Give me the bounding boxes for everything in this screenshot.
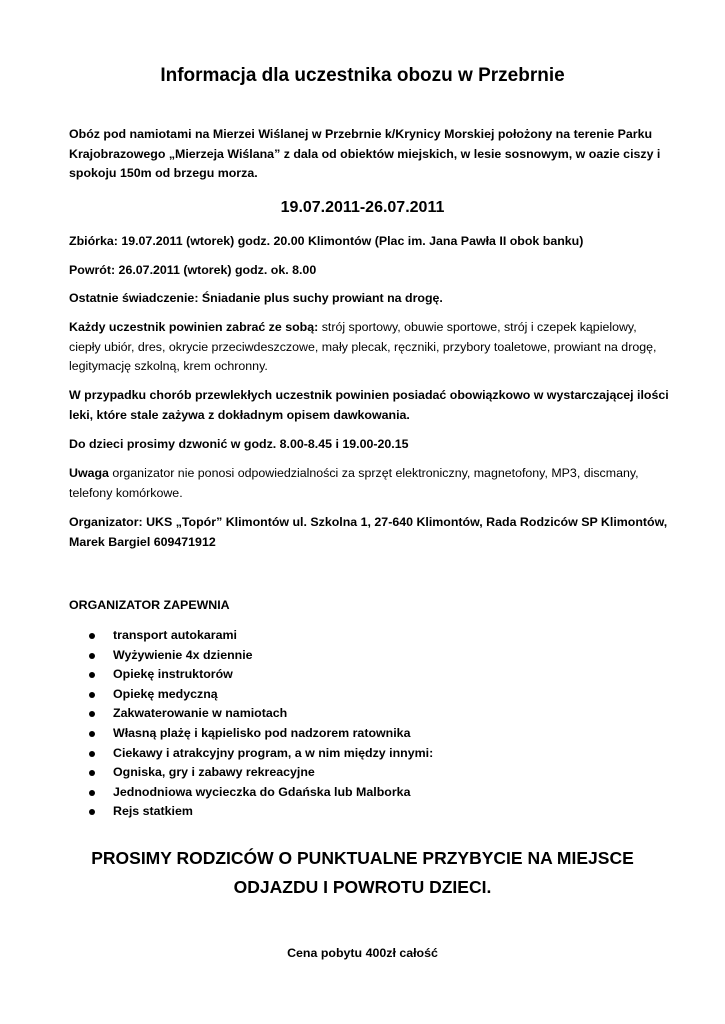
punctuality-notice bbox=[0, 844, 725, 902]
warning-paragraph bbox=[69, 464, 669, 503]
document-title: Informacja dla uczestnika obozu w Przebrnie bbox=[160, 65, 565, 86]
bullet-icon bbox=[89, 809, 95, 815]
packing-text: strój sportowy, obuwie sportowe, strój i czepek kąpielowy, ciepły ubiór, dres, okrycie przeciwdeszczowe, mały plecak, ręczniki, przybory toaletowe, prowiant na drogę, legitymację szkolną, krem ochronny. bbox=[69, 320, 657, 373]
return-info: Powrót: 26.07.2011 (wtorek) godz. ok. 8.00 bbox=[69, 263, 317, 277]
notice-line-1: PROSIMY RODZICÓW O PUNKTUALNE PRZYBYCIE NA MIEJSCE bbox=[91, 848, 634, 868]
bullet-icon bbox=[89, 672, 95, 678]
bullet-icon bbox=[89, 751, 95, 757]
bullet-icon bbox=[89, 653, 95, 659]
list-item: Ciekawy i atrakcyjny program, a w nim między innymi: bbox=[87, 744, 433, 764]
last-service-info: Ostatnie świadczenie: Śniadanie plus suchy prowiant na drogę. bbox=[69, 291, 443, 305]
provides-list bbox=[87, 626, 433, 822]
list-item: Opiekę instruktorów bbox=[87, 665, 433, 685]
intro-paragraph: Obóz pod namiotami na Mierzei Wiślanej w Przebrnie k/Krynicy Morskiej położony na terenie Parku Krajobrazowego „Mierzeja Wiślana” z dala od obiektów miejskich, w lesie sosnowym, w oazie ciszy i spokoju 150m od brzegu morza. bbox=[69, 127, 661, 180]
packing-label: Każdy uczestnik powinien zabrać ze sobą: bbox=[69, 320, 319, 334]
chronic-illness-paragraph: W przypadku chorób przewlekłych uczestnik powinien posiadać obowiązkowo w wystarczającej ilości leki, które stale zażywa z dokładnym opisem dawkowania. bbox=[69, 388, 669, 422]
packing-list-paragraph bbox=[69, 318, 669, 377]
bullet-icon bbox=[89, 790, 95, 796]
warning-label: Uwaga bbox=[69, 466, 109, 480]
bullet-icon bbox=[89, 711, 95, 717]
price-info: Cena pobytu 400zł całość bbox=[287, 946, 438, 960]
organizer-info: Organizator: UKS „Topór” Klimontów ul. Szkolna 1, 27-640 Klimontów, Rada Rodziców SP Klimontów, Marek Bargiel 609471912 bbox=[69, 515, 668, 549]
list-item: Wyżywienie 4x dziennie bbox=[87, 646, 433, 666]
bullet-icon bbox=[89, 692, 95, 698]
warning-text: organizator nie ponosi odpowiedzialności za sprzęt elektroniczny, magnetofony, MP3, discmany, telefony komórkowe. bbox=[69, 466, 639, 500]
notice-line-2: ODJAZDU I POWROTU DZIECI. bbox=[233, 877, 492, 897]
provides-heading: ORGANIZATOR ZAPEWNIA bbox=[69, 598, 230, 612]
phone-hours-info: Do dzieci prosimy dzwonić w godz. 8.00-8.45 i 19.00-20.15 bbox=[69, 437, 409, 451]
bullet-icon bbox=[89, 770, 95, 776]
list-item: Opiekę medyczną bbox=[87, 685, 433, 705]
bullet-icon bbox=[89, 633, 95, 639]
list-item: Rejs statkiem bbox=[87, 802, 433, 822]
list-item: Zakwaterowanie w namiotach bbox=[87, 704, 433, 724]
list-item: Jednodniowa wycieczka do Gdańska lub Malborka bbox=[87, 783, 433, 803]
list-item: Ogniska, gry i zabawy rekreacyjne bbox=[87, 763, 433, 783]
bullet-icon bbox=[89, 731, 95, 737]
camp-dates: 19.07.2011-26.07.2011 bbox=[280, 199, 445, 216]
list-item: Własną plażę i kąpielisko pod nadzorem ratownika bbox=[87, 724, 433, 744]
list-item: transport autokarami bbox=[87, 626, 433, 646]
gathering-info: Zbiórka: 19.07.2011 (wtorek) godz. 20.00 Klimontów (Plac im. Jana Pawła II obok banku) bbox=[69, 234, 584, 248]
